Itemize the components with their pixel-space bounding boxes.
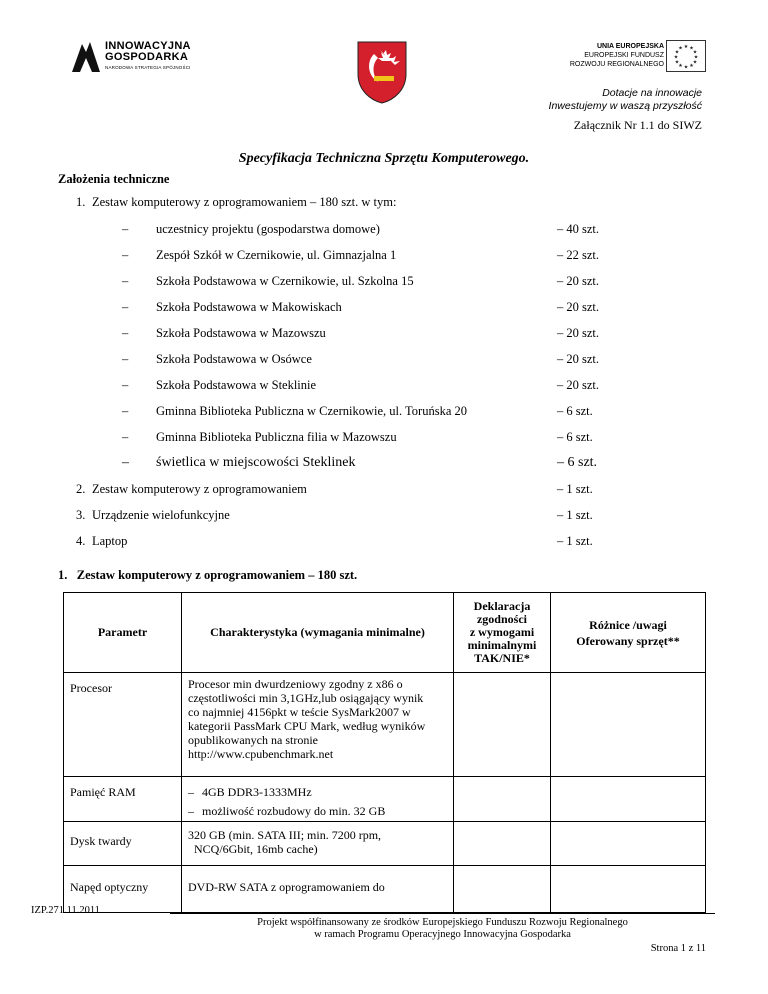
svg-text:★: ★ (674, 49, 680, 56)
innowacyjna-gospodarka-logo (72, 40, 202, 76)
list-item-qty: – 1 szt. (557, 534, 593, 548)
row-param: Dysk twardy (64, 822, 182, 866)
subitem-qty: – 6 szt. (557, 430, 593, 444)
list-item-label: Zestaw komputerowy z oprogramowaniem – 180 szt. w tym: (92, 195, 397, 209)
svg-text:★: ★ (693, 54, 699, 61)
eu-logo (566, 40, 706, 76)
desc-line: Procesor min dwurdzeniowy zgodny z x86 o (188, 677, 403, 691)
svg-text:★: ★ (678, 45, 683, 52)
table-row (64, 777, 706, 822)
desc-line: http://www.cpubenchmark.net (188, 747, 334, 761)
page-number: Strona 1 z 11 (650, 943, 706, 954)
desc-line: możliwość rozbudowy do min. 32 GB (202, 804, 386, 818)
subitem-label: Szkoła Podstawowa w Makowiskach (156, 300, 342, 314)
svg-text:★: ★ (689, 63, 694, 69)
desc-line: DVD-RW SATA z oprogramowaniem do (188, 880, 385, 894)
subitem-qty: – 20 szt. (557, 326, 600, 340)
footer-project-note (170, 917, 715, 941)
list-item-number: 2. (76, 482, 86, 496)
subitem-qty: – 40 szt. (557, 222, 600, 236)
subitem-label: uczestnicy projektu (gospodarstwa domowe) (156, 222, 380, 236)
header-roznice-line: Różnice /uwagi (589, 617, 667, 632)
subitem-label: świetlica w miejscowości Steklinek (156, 455, 356, 470)
subitem-dash: – (122, 274, 129, 288)
subitem-qty: – 6 szt. (557, 455, 598, 470)
subitem-qty: – 20 szt. (557, 378, 600, 392)
desc-dash: – (188, 785, 194, 799)
spec-table (63, 592, 706, 913)
subitem-label: Zespół Szkół w Czernikowie, ul. Gimnazjalna 1 (156, 248, 397, 262)
desc-line: co najmniej 4156pkt w teście SysMark2007 w (188, 705, 411, 719)
row-desc (182, 822, 454, 866)
desc-line: NCQ/6Gbit, 16mb cache) (194, 842, 318, 856)
row-desc (182, 673, 454, 777)
subitem-dash: – (122, 300, 129, 314)
subitem-qty: – 20 szt. (557, 300, 600, 314)
zalozenia-heading: Założenia techniczne (58, 172, 170, 186)
svg-text:★: ★ (673, 54, 679, 61)
list-item-label: Urządzenie wielofunkcyjne (92, 508, 230, 522)
desc-line: opublikowanych na stronie (188, 733, 318, 747)
subitem-dash: – (122, 326, 129, 340)
row-dekl-cell (454, 777, 551, 822)
section1-heading: 1. Zestaw komputerowy z oprogramowaniem – 180 szt. (58, 568, 358, 582)
eu-flag-icon (666, 40, 706, 72)
footer-project-line: Projekt współfinansowany ze środków Europejskiego Funduszu Rozwoju Regionalnego (257, 917, 628, 928)
desc-line: kategorii PassMark CPU Mark, według wyników (188, 719, 426, 733)
subitem-dash: – (122, 248, 129, 262)
subitem-dash: – (122, 222, 129, 236)
row-roznice-cell (551, 822, 706, 866)
innowacyjna-gospodarka-emblem-icon (72, 42, 100, 72)
ig-logo-line3: NARODOWA STRATEGIA SPÓJNOŚCI (105, 65, 191, 70)
document-title: Specyfikacja Techniczna Sprzętu Komputerowego. (238, 151, 530, 166)
subitem-label: Szkoła Podstawowa w Steklinie (156, 378, 317, 392)
dotacje-slogan (549, 87, 702, 113)
row-dekl-cell (454, 866, 551, 913)
zalacznik-label: Załącznik Nr 1.1 do SIWZ (573, 118, 702, 132)
subitem-label: Szkoła Podstawowa w Mazowszu (156, 326, 326, 340)
header-char: Charakterystyka (wymagania minimalne) (182, 593, 454, 673)
ig-logo-line2: GOSPODARKA (105, 51, 189, 63)
subitem-label: Gminna Biblioteka Publiczna w Czernikowie, ul. Toruńska 20 (156, 404, 467, 418)
row-param: Pamięć RAM (64, 777, 182, 822)
desc-line: 320 GB (min. SATA III; min. 7200 rpm, (188, 828, 382, 842)
row-roznice-cell (551, 673, 706, 777)
header-roznice (551, 593, 706, 673)
svg-text:★: ★ (692, 49, 698, 56)
list-item-number: 3. (76, 508, 86, 522)
desc-line: 4GB DDR3-1333MHz (202, 785, 312, 799)
row-param: Procesor (64, 673, 182, 777)
header-dekl-line: TAK/NIE* (474, 651, 530, 665)
subitem-qty: – 22 szt. (557, 248, 600, 262)
header-dekl-line: z wymogami (469, 625, 535, 639)
subitem-qty: – 6 szt. (557, 404, 593, 418)
list-item-number: 4. (76, 534, 86, 548)
list-item-number: 1. (76, 195, 86, 209)
footer-reference: IZP.271.11.2011 (31, 905, 100, 916)
subitem-label: Szkoła Podstawowa w Osówce (156, 352, 312, 366)
row-roznice-cell (551, 777, 706, 822)
footer-project-line: w ramach Programu Operacyjnego Innowacyjna Gospodarka (314, 929, 571, 940)
svg-text:★: ★ (674, 59, 680, 66)
list-item-label: Laptop (92, 534, 128, 548)
header-param: Parametr (64, 593, 182, 673)
coat-of-arms-icon (356, 40, 408, 104)
list-item-qty: – 1 szt. (557, 508, 593, 522)
row-param: Napęd optyczny (64, 866, 182, 913)
footer-divider (170, 913, 715, 914)
subitem-dash: – (122, 455, 129, 470)
row-desc (182, 777, 454, 822)
subitem-dash: – (122, 404, 129, 418)
header-roznice-line: Oferowany sprzęt** (576, 633, 680, 648)
desc-line: częstotliwości min 3,1GHz,lub osiągający wynik (188, 691, 424, 705)
subitem-qty: – 20 szt. (557, 352, 600, 366)
svg-text:★: ★ (683, 44, 689, 50)
dotacje-line1: Dotacje na innowacje (602, 87, 702, 99)
eu-logo-line3: ROZWOJU REGIONALNEGO (569, 61, 664, 68)
dotacje-line2: Inwestujemy w waszą przyszłość (548, 100, 702, 112)
subitem-qty: – 20 szt. (557, 274, 600, 288)
table-row (64, 822, 706, 866)
svg-text:★: ★ (692, 59, 698, 66)
svg-text:★: ★ (683, 64, 689, 71)
table-row (64, 673, 706, 777)
subitem-dash: – (122, 430, 129, 444)
subitem-label: Szkoła Podstawowa w Czernikowie, ul. Szkolna 15 (156, 274, 414, 288)
svg-text:★: ★ (689, 45, 694, 52)
eu-logo-line1: UNIA EUROPEJSKA (596, 43, 664, 50)
svg-text:★: ★ (678, 63, 683, 69)
subitem-dash: – (122, 378, 129, 392)
header-dekl (454, 593, 551, 673)
header-dekl-line: zgodności (476, 612, 527, 626)
subitem-label: Gminna Biblioteka Publiczna filia w Mazowszu (156, 430, 397, 444)
row-dekl-cell (454, 822, 551, 866)
ig-logo-line1: INNOWACYJNA (105, 40, 191, 52)
row-dekl-cell (454, 673, 551, 777)
row-desc (182, 866, 454, 913)
subitem-dash: – (122, 352, 129, 366)
eu-logo-line2: EUROPEJSKI FUNDUSZ (584, 52, 664, 59)
table-row (64, 866, 706, 913)
desc-dash: – (188, 804, 194, 818)
header-dekl-line: Deklaracja (473, 599, 531, 613)
header-dekl-line: minimalnymi (467, 638, 537, 652)
list-item-qty: – 1 szt. (557, 482, 593, 496)
list-item-label: Zestaw komputerowy z oprogramowaniem (92, 482, 307, 496)
row-roznice-cell (551, 866, 706, 913)
table-header-row (64, 593, 706, 673)
